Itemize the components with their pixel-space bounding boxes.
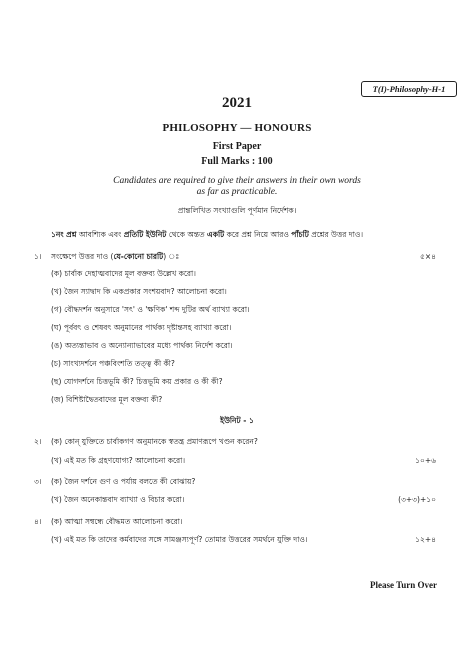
q1-instruction	[51, 251, 179, 262]
q1-option: (ঘ) পূর্ববৎ ও শেষবৎ অনুমানের পার্থক্য দৃষ্টান্তসহ ব্যাখ্যা করো।	[51, 323, 232, 332]
q3-part-a: (ক) জৈন দর্শনে গুণ ও পর্যায় বলতে কী বোঝায়?	[51, 477, 196, 486]
q1-option: (ছ) যোগদর্শনে চিত্তভূমি কী? চিত্তভূমি কয় প্রকার ও কী কী?	[51, 377, 223, 386]
english-instruction-line-2: as far as practicable.	[196, 187, 278, 197]
note-part-7: পাঁচটি	[291, 230, 309, 239]
paper-code: T(I)-Philosophy-H-1	[361, 81, 457, 97]
english-instructions	[0, 176, 474, 198]
please-turn-over: Please Turn Over	[370, 580, 437, 590]
q2-number: ২।	[34, 437, 42, 446]
note-part-1: ১নং প্রশ্ন	[51, 230, 77, 239]
q1-option: (ঙ) অত্যন্তাভাব ও অন্যোন্যাভাবের মধ্যে পার্থক্য নির্দেশ করো।	[51, 341, 233, 350]
q4-marks: ১২+৪	[415, 535, 436, 544]
q3-marks: (৩+৩)+১০	[398, 495, 436, 504]
q1-option: (চ) সাংখ্যদর্শনে পঞ্চবিংশতি তত্ত্ব কী কী?	[51, 359, 175, 368]
bengali-instruction: প্রান্তলিখিত সংখ্যাগুলি পূর্ণমান নির্দেশক।	[177, 206, 297, 215]
q1-option: (গ) বৌদ্ধদর্শন অনুসারে 'সৎ' ও 'ক্ষণিক' শব্দ দুটির অর্থ ব্যাখ্যা করো।	[51, 305, 250, 314]
q3-part-b: (খ) জৈন অনেকান্তবাদ ব্যাখ্যা ও বিচার করো।	[51, 495, 185, 504]
note-part-5: একটি	[207, 230, 225, 239]
q1-option: (খ) জৈন স্যাদ্বাদ কি একপ্রকার সংশয়বাদ? আলোচনা করো।	[51, 287, 227, 296]
full-marks: Full Marks : 100	[201, 156, 273, 167]
q2-part-a: (ক) কোন্ যুক্তিতে চার্বাকগণ অনুমানকে স্বতন্ত্র প্রমাণরূপে খণ্ডন করেন?	[51, 437, 258, 446]
paper-title: First Paper	[212, 141, 262, 152]
q1-text-c: ) ঃ	[163, 252, 180, 261]
q1-number: ১।	[34, 252, 42, 261]
q1-option: (ক) চার্বাক দেহাত্মবাদের মূল বক্তব্য উল্লেখ করো।	[51, 269, 196, 278]
unit-1-heading: ইউনিট - ১	[220, 416, 254, 425]
q3-number: ৩।	[34, 477, 42, 486]
english-instruction-line-1: Candidates are required to give their answers in their own words	[113, 176, 361, 186]
q4-number: ৪।	[34, 517, 42, 526]
note-part-2: আবশ্যিক এবং	[76, 230, 124, 239]
subject-title: PHILOSOPHY — HONOURS	[162, 122, 312, 134]
q4-part-a: (ক) আত্মা সম্বন্ধে বৌদ্ধমত আলোচনা করো।	[51, 517, 183, 526]
q1-text-b: যে-কোনো চারটি	[113, 252, 164, 261]
exam-year: 2021	[222, 95, 252, 111]
note-part-6: করে প্রশ্ন নিয়ে আরও	[224, 230, 292, 239]
q2-part-b: (খ) এই মত কি গ্রহণযোগ্য? আলোচনা করো।	[51, 456, 186, 465]
note-part-3: প্রতিটি ইউনিট	[123, 230, 167, 239]
note-part-4: থেকে অন্তত	[166, 230, 207, 239]
q1-option: (জ) বিশিষ্টাদ্বৈতবাদের মূল বক্তব্য কী?	[51, 395, 163, 404]
q1-marks: ৫×৪	[419, 252, 436, 261]
general-note	[51, 229, 363, 240]
note-part-8: প্রশ্নের উত্তর দাও।	[308, 230, 364, 239]
q2-marks: ১০+৬	[415, 456, 436, 465]
q1-text-a: সংক্ষেপে উত্তর দাও (	[51, 252, 114, 261]
q4-part-b: (খ) এই মত কি তাদের কর্মবাদের সঙ্গে সামঞ্জস্যপূর্ণ? তোমার উত্তরের সমর্থনে যুক্তি দাও।	[51, 535, 308, 544]
